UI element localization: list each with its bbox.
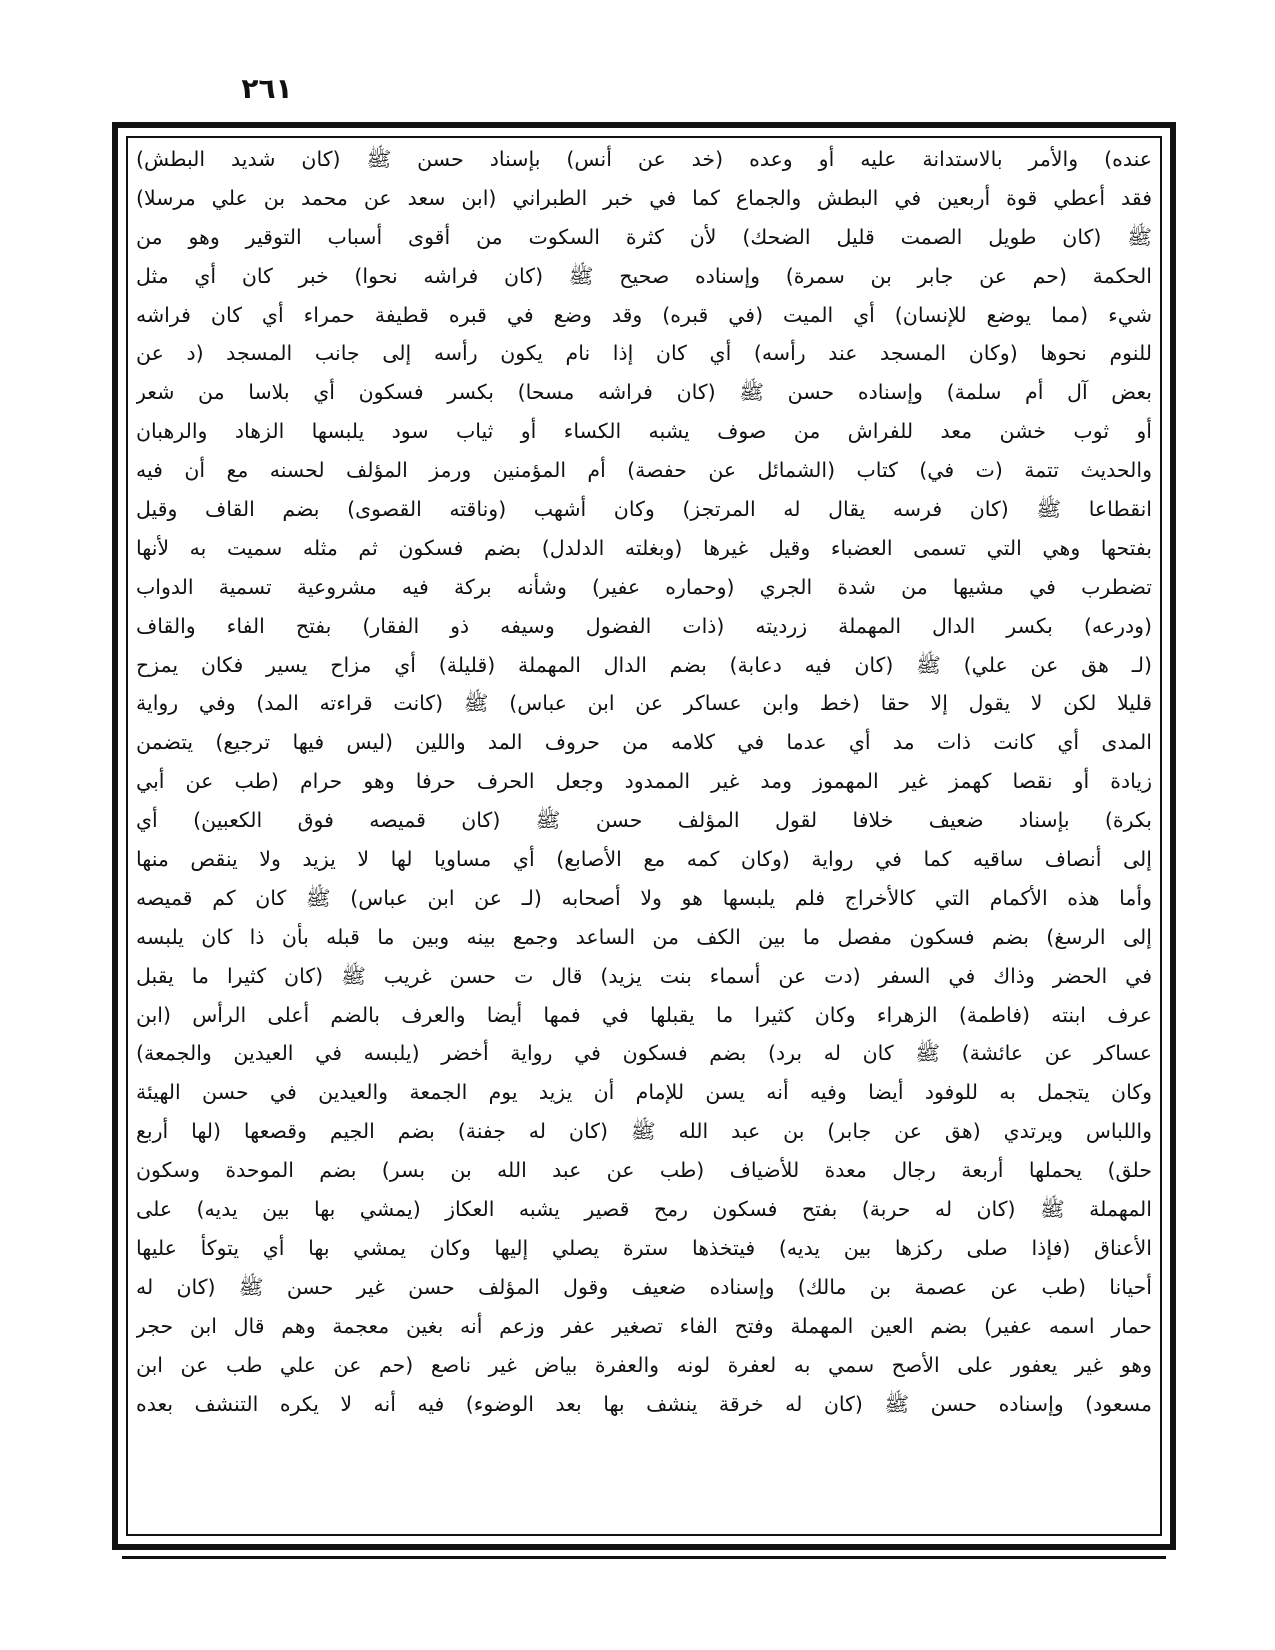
text-line: إلى أنصاف ساقيه كما في رواية (وكان كمه مع الأصابع) أي مساويا لها لا يزيد ولا ينقص منها [136, 847, 1152, 872]
text-line: زيادة أو نقصا كهمز غير المهموز ومد غير الممدود وجعل الحرف حرفا وهو حرام (طب عن أبي [136, 769, 1152, 794]
text-line: وكان يتجمل به للوفود أيضا وفيه أنه يسن للإمام أن يزيد يوم الجمعة والعيدين في حسن الهيئة [136, 1080, 1152, 1105]
text-line: إلى الرسغ) بضم فسكون مفصل ما بين الكف من الساعد وجمع بينه وبين ما قبله بأن ذا كان يلبسه [136, 924, 1152, 949]
bottom-rule [122, 1556, 1166, 1559]
text-line: (ودرعه) بكسر الدال المهملة زرديته (ذات الفضول وسيفه ذو الفقار) بفتح الفاء والقاف [136, 613, 1152, 638]
text-line: (لـ هق عن علي) ﷺ (كان فيه دعابة) بضم الدال المهملة (قليلة) أي مزاح يسير فكان يمزح [136, 652, 1152, 677]
text-line: والحديث تتمة (ت في) كتاب (الشمائل عن حفصة) أم المؤمنين ورمز المؤلف لحسنه مع أن فيه [136, 458, 1152, 483]
text-line: بفتحها وهي التي تسمى العضباء وقيل غيرها (وبغلته الدلدل) بضم فسكون ثم مثله سميت به لأنها [136, 535, 1152, 560]
text-line: ﷺ (كان طويل الصمت قليل الضحك) لأن كثرة السكوت من أقوى أسباب التوقير وهو من [136, 224, 1152, 249]
text-line: عرف ابنته (فاطمة) الزهراء وكان كثيرا ما يقبلها في فمها أيضا والعرف بالضم أعلى الرأس (ابن [136, 1002, 1152, 1027]
text-line: عساكر عن عائشة) ﷺ كان له برد) بضم فسكون في رواية أخضر (يلبسه في العيدين والجمعة) [136, 1041, 1152, 1066]
text-line: واللباس ويرتدي (هق عن جابر) بن عبد الله ﷺ (كان له جفنة) بضم الجيم وقصعها (لها أربع [136, 1119, 1152, 1144]
text-line: تضطرب في مشيها من شدة الجري (وحماره عفير) وشأنه بركة فيه مشروعية تسمية الدواب [136, 574, 1152, 599]
text-line: قليلا لكن لا يقول إلا حقا (خط وابن عساكر عن ابن عباس) ﷺ (كانت قراءته المد) وفي رواية [136, 691, 1152, 716]
text-line: أحيانا (طب عن عصمة بن مالك) وإسناده ضعيف وقول المؤلف حسن غير حسن ﷺ (كان له [136, 1274, 1152, 1299]
text-line: للنوم نحوها (وكان المسجد عند رأسه) أي كان إذا نام يكون رأسه إلى جانب المسجد (د عن [136, 341, 1152, 366]
text-line: الحكمة (حم عن جابر بن سمرة) وإسناده صحيح ﷺ (كان فراشه نحوا) خبر كان أي مثل [136, 263, 1152, 288]
text-line: في الحضر وذاك في السفر (دت عن أسماء بنت يزيد) قال ت حسن غريب ﷺ (كان كثيرا ما يقبل [136, 963, 1152, 988]
text-line: انقطاعا ﷺ (كان فرسه يقال له المرتجز) وكان أشهب (وناقته القصوى) بضم القاف وقيل [136, 497, 1152, 522]
text-line: وأما هذه الأكمام التي كالأخراج فلم يلبسها هو ولا أصحابه (لـ عن ابن عباس) ﷺ كان كم قميصه [136, 885, 1152, 910]
text-line: فقد أعطي قوة أربعين في البطش والجماع كما في خبر الطبراني (ابن سعد عن محمد بن علي مرسلا) [136, 185, 1152, 210]
text-line: المهملة ﷺ (كان له حربة) بفتح فسكون رمح قصير يشبه العكاز (يمشي بها بين يديه) على [136, 1197, 1152, 1222]
text-body [136, 140, 1152, 1423]
text-line: شيء (مما يوضع للإنسان) أي الميت (في قبره) وقد وضع في قبره قطيفة حمراء أي كان فراشه [136, 302, 1152, 327]
text-line: حلق) يحملها أربعة رجال معدة للأضياف (طب عن عبد الله بن بسر) بضم الموحدة وسكون [136, 1158, 1152, 1183]
page-number: ٢٦١ [241, 72, 293, 105]
text-line: وهو غير يعفور على الأصح سمي به لعفرة لونه والعفرة بياض غير ناصع (حم عن علي طب عن ابن [136, 1352, 1152, 1377]
text-line: أو ثوب خشن معد للفراش من صوف يشبه الكساء أو ثياب سود يلبسها الزهاد والرهبان [136, 419, 1152, 444]
text-line: بكرة) بإسناد ضعيف خلافا لقول المؤلف حسن ﷺ (كان قميصه فوق الكعبين) أي [136, 808, 1152, 833]
text-line: حمار اسمه عفير) بضم العين المهملة وفتح الفاء تصغير عفر وزعم أنه بغين معجمة وهم قال ابن حجر [136, 1313, 1152, 1338]
text-line: عنده) والأمر بالاستدانة عليه أو وعده (خد عن أنس) بإسناد حسن ﷺ (كان شديد البطش) [136, 147, 1152, 171]
text-line: مسعود) وإسناده حسن ﷺ (كان له خرقة ينشف بها بعد الوضوء) فيه أنه لا يكره التنشف بعده [136, 1391, 1152, 1416]
text-line: الأعناق (فإذا صلى ركزها بين يديه) فيتخذها سترة يصلي إليها وكان يمشي بها أي يتوكأ عليها [136, 1235, 1152, 1260]
text-line: بعض آل أم سلمة) وإسناده حسن ﷺ (كان فراشه مسحا) بكسر فسكون أي بلاسا من شعر [136, 380, 1152, 405]
text-line: المدى أي كانت ذات مد أي عدما في كلامه من حروف المد واللين (ليس فيها ترجيع) يتضمن [136, 730, 1152, 755]
